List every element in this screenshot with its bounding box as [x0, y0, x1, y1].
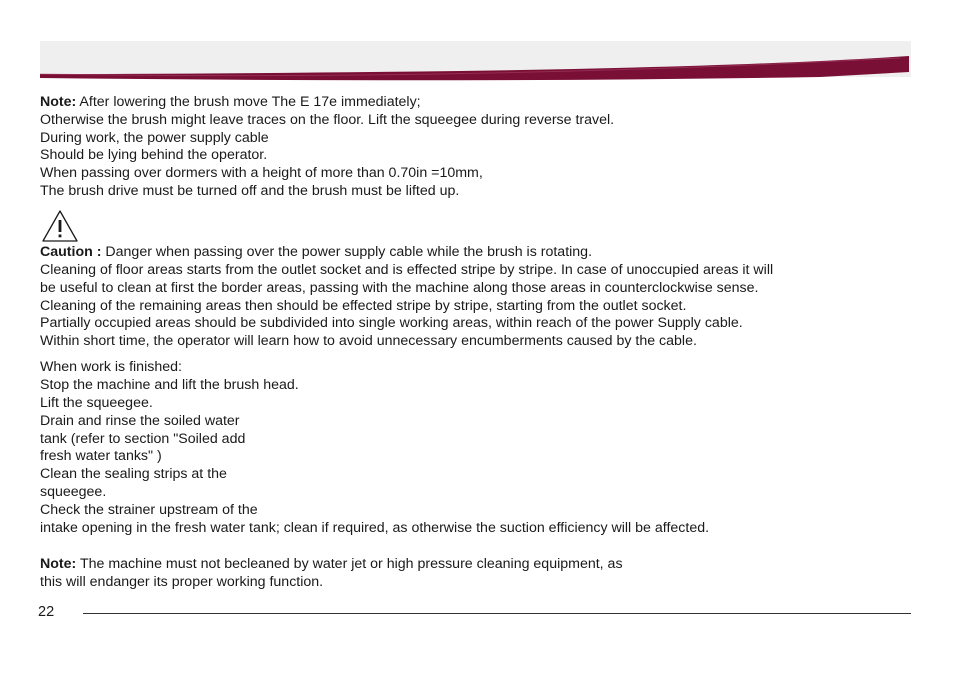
- text-line: Otherwise the brush might leave traces on the floor. Lift the squeegee during reverse travel.: [40, 112, 615, 128]
- caution-label: Caution :: [40, 244, 102, 260]
- text-line: When passing over dormers with a height of more than 0.70in =10mm,: [40, 165, 483, 181]
- text-line: During work, the power supply cable: [40, 130, 269, 146]
- caution-line-1: Caution : Danger when passing over the power supply cable while the brush is rotating.: [40, 244, 593, 260]
- text-line: squeegee.: [40, 484, 107, 500]
- page-number: 22: [38, 604, 55, 620]
- text-line: The brush drive must be turned off and the brush must be lifted up.: [40, 183, 460, 199]
- text-line: Cleaning of the remaining areas then should be effected stripe by stripe, starting from the outlet socket.: [40, 298, 687, 314]
- note-label: Note:: [40, 94, 77, 110]
- header-band: [40, 41, 911, 87]
- note-label: Note:: [40, 556, 77, 572]
- text-line: this will endanger its proper working function.: [40, 574, 324, 590]
- text-line: intake opening in the fresh water tank; clean if required, as otherwise the suction efficiency will be affected.: [40, 520, 710, 536]
- text-line: Within short time, the operator will learn how to avoid unnecessary encumberments caused by the cable.: [40, 333, 697, 349]
- note-line-1: Note: After lowering the brush move The E 17e immediately;: [40, 94, 421, 110]
- text-line: Stop the machine and lift the brush head.: [40, 377, 299, 393]
- note2-line-1: Note: The machine must not becleaned by water jet or high pressure cleaning equipment, as: [40, 556, 623, 572]
- text-line: fresh water tanks" ): [40, 448, 162, 464]
- text-line: Drain and rinse the soiled water: [40, 413, 240, 429]
- text-line: Check the strainer upstream of the: [40, 502, 258, 518]
- text-line: When work is finished:: [40, 359, 182, 375]
- footer-rule: [83, 613, 911, 614]
- warning-triangle-icon: [41, 209, 79, 243]
- text-line: Should be lying behind the operator.: [40, 147, 268, 163]
- text-line: Partially occupied areas should be subdivided into single working areas, within reach of the power Supply cable.: [40, 315, 743, 331]
- text-line: be useful to clean at first the border areas, passing with the machine along those areas in counterclockwise sense.: [40, 280, 759, 296]
- text-line: Clean the sealing strips at the: [40, 466, 227, 482]
- text-line: Cleaning of floor areas starts from the outlet socket and is effected stripe by stripe. In case of unoccupied areas it will: [40, 262, 774, 278]
- text-line: Lift the squeegee.: [40, 395, 153, 411]
- text-line: tank (refer to section "Soiled add: [40, 431, 246, 447]
